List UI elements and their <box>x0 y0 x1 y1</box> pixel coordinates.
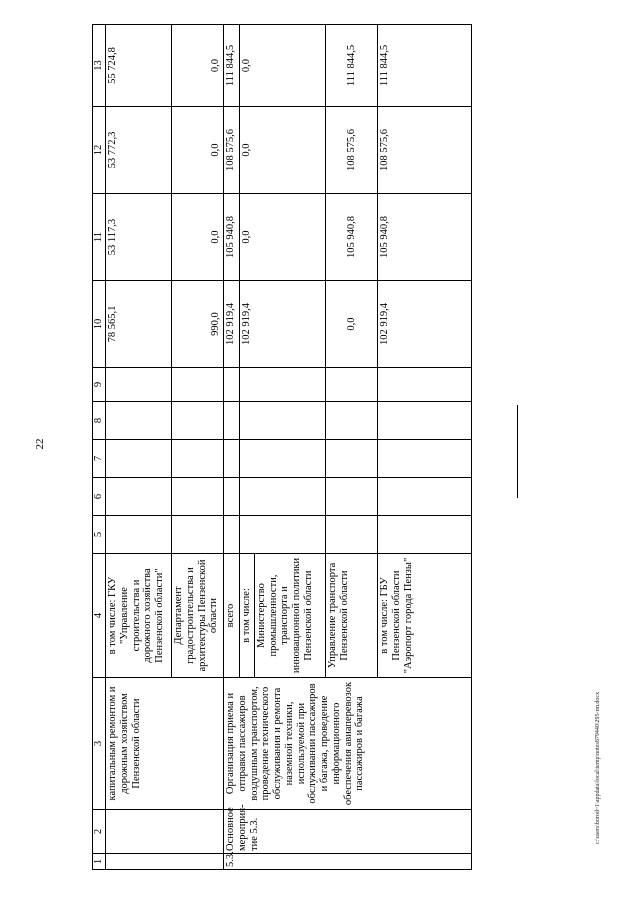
cell-value: 78 565,1 <box>106 281 172 368</box>
cell-empty <box>172 402 224 440</box>
cell-empty <box>106 478 172 516</box>
cell-executor: Управление транспорта Пензенской области <box>326 554 378 678</box>
cell-empty <box>106 368 172 402</box>
cell-empty <box>224 478 240 516</box>
cell-empty <box>326 440 378 478</box>
cell-value: 990,0 <box>172 281 224 368</box>
cell-empty <box>172 478 224 516</box>
cell-executor-prefix: в том числе: <box>240 554 255 677</box>
col-header: 13 <box>93 25 106 107</box>
cell-value: 102 919,4 <box>378 281 472 368</box>
cell-value: 111 844,5 <box>378 25 472 107</box>
cell-value: 108 575,6 <box>326 107 378 194</box>
footer-file-path: c:\users\borod~1\appdata\local\temp\notes879440\295-пп.docx <box>595 691 601 845</box>
cell-empty <box>326 516 378 554</box>
budget-table-wrapper <box>92 25 478 870</box>
col-header: 6 <box>93 478 106 516</box>
cell-empty <box>326 402 378 440</box>
cell-empty <box>224 368 240 402</box>
cell-empty <box>106 402 172 440</box>
cell-event-name: Основное мероприя-тие 5.3. <box>224 810 472 854</box>
cell-value: 55 724,8 <box>106 25 172 107</box>
cell-empty <box>106 516 172 554</box>
cell-empty <box>378 516 472 554</box>
cell-description: капитальным ремонтом и дорожным хозяйством Пензенской области <box>106 678 224 810</box>
cell-empty <box>240 368 326 402</box>
cell-empty <box>172 516 224 554</box>
cell-executor: Департамент градостроительства и архитектуры Пензенской области <box>172 554 224 678</box>
cell-empty <box>224 402 240 440</box>
cell-executor: всего <box>224 554 240 678</box>
column-number-row <box>93 25 106 870</box>
cell-executor: в том числе: ГБУ Пензенской области "Аэропорт города Пензы" <box>378 554 472 678</box>
cell-empty <box>378 478 472 516</box>
cell-value: 0,0 <box>240 194 326 281</box>
cell-value: 0,0 <box>172 107 224 194</box>
cell-value: 0,0 <box>240 107 326 194</box>
cell-value: 102 919,4 <box>224 281 240 368</box>
cell-empty <box>106 810 224 854</box>
col-header: 4 <box>93 554 106 678</box>
cell-value: 111 844,5 <box>224 25 240 107</box>
cell-value: 0,0 <box>326 281 378 368</box>
signature-line <box>517 405 518 498</box>
cell-empty <box>240 402 326 440</box>
cell-empty <box>240 516 326 554</box>
col-header: 10 <box>93 281 106 368</box>
col-header: 2 <box>93 810 106 854</box>
cell-value: 105 940,8 <box>378 194 472 281</box>
cell-empty <box>378 440 472 478</box>
cell-value: 102 919,4 <box>240 281 326 368</box>
table-row <box>106 25 172 870</box>
budget-table <box>92 24 472 870</box>
cell-value: 108 575,6 <box>378 107 472 194</box>
table-row <box>224 25 240 870</box>
cell-empty <box>378 368 472 402</box>
cell-value: 105 940,8 <box>224 194 240 281</box>
cell-executor <box>240 554 326 678</box>
col-header: 11 <box>93 194 106 281</box>
cell-value: 108 575,6 <box>224 107 240 194</box>
col-header: 5 <box>93 516 106 554</box>
cell-empty <box>224 440 240 478</box>
col-header: 1 <box>93 854 106 870</box>
cell-value: 0,0 <box>172 25 224 107</box>
cell-empty <box>172 440 224 478</box>
col-header: 8 <box>93 402 106 440</box>
cell-empty <box>106 854 224 870</box>
page-number: 22 <box>34 438 46 450</box>
cell-empty <box>172 368 224 402</box>
cell-empty <box>240 440 326 478</box>
col-header: 9 <box>93 368 106 402</box>
cell-value: 53 772,3 <box>106 107 172 194</box>
col-header: 12 <box>93 107 106 194</box>
cell-description: Организация приема и отправки пассажиров воздушным транспортом, проведение технического обслуживания и ремонта наземной техники, используемой при обслуживании пассажиров и багажа, проведение информационного обеспечения авиаперевозок пассажиров и багажа <box>224 678 472 810</box>
cell-empty <box>106 440 172 478</box>
cell-value: 53 117,3 <box>106 194 172 281</box>
cell-executor: в том числе: ГКУ "Управление строительства и дорожного хозяйства Пензенской области" <box>106 554 172 678</box>
cell-empty <box>224 516 240 554</box>
cell-empty <box>326 478 378 516</box>
cell-value: 105 940,8 <box>326 194 378 281</box>
cell-value: 0,0 <box>172 194 224 281</box>
cell-number: 5.3. <box>224 854 472 870</box>
cell-value: 0,0 <box>240 25 326 107</box>
cell-empty <box>378 402 472 440</box>
col-header: 3 <box>93 678 106 810</box>
cell-value: 111 844,5 <box>326 25 378 107</box>
cell-empty <box>326 368 378 402</box>
cell-executor-name: Министерство промышленности, транспорта и инновационной политики Пензенской области <box>255 557 314 674</box>
col-header: 7 <box>93 440 106 478</box>
cell-empty <box>240 478 326 516</box>
